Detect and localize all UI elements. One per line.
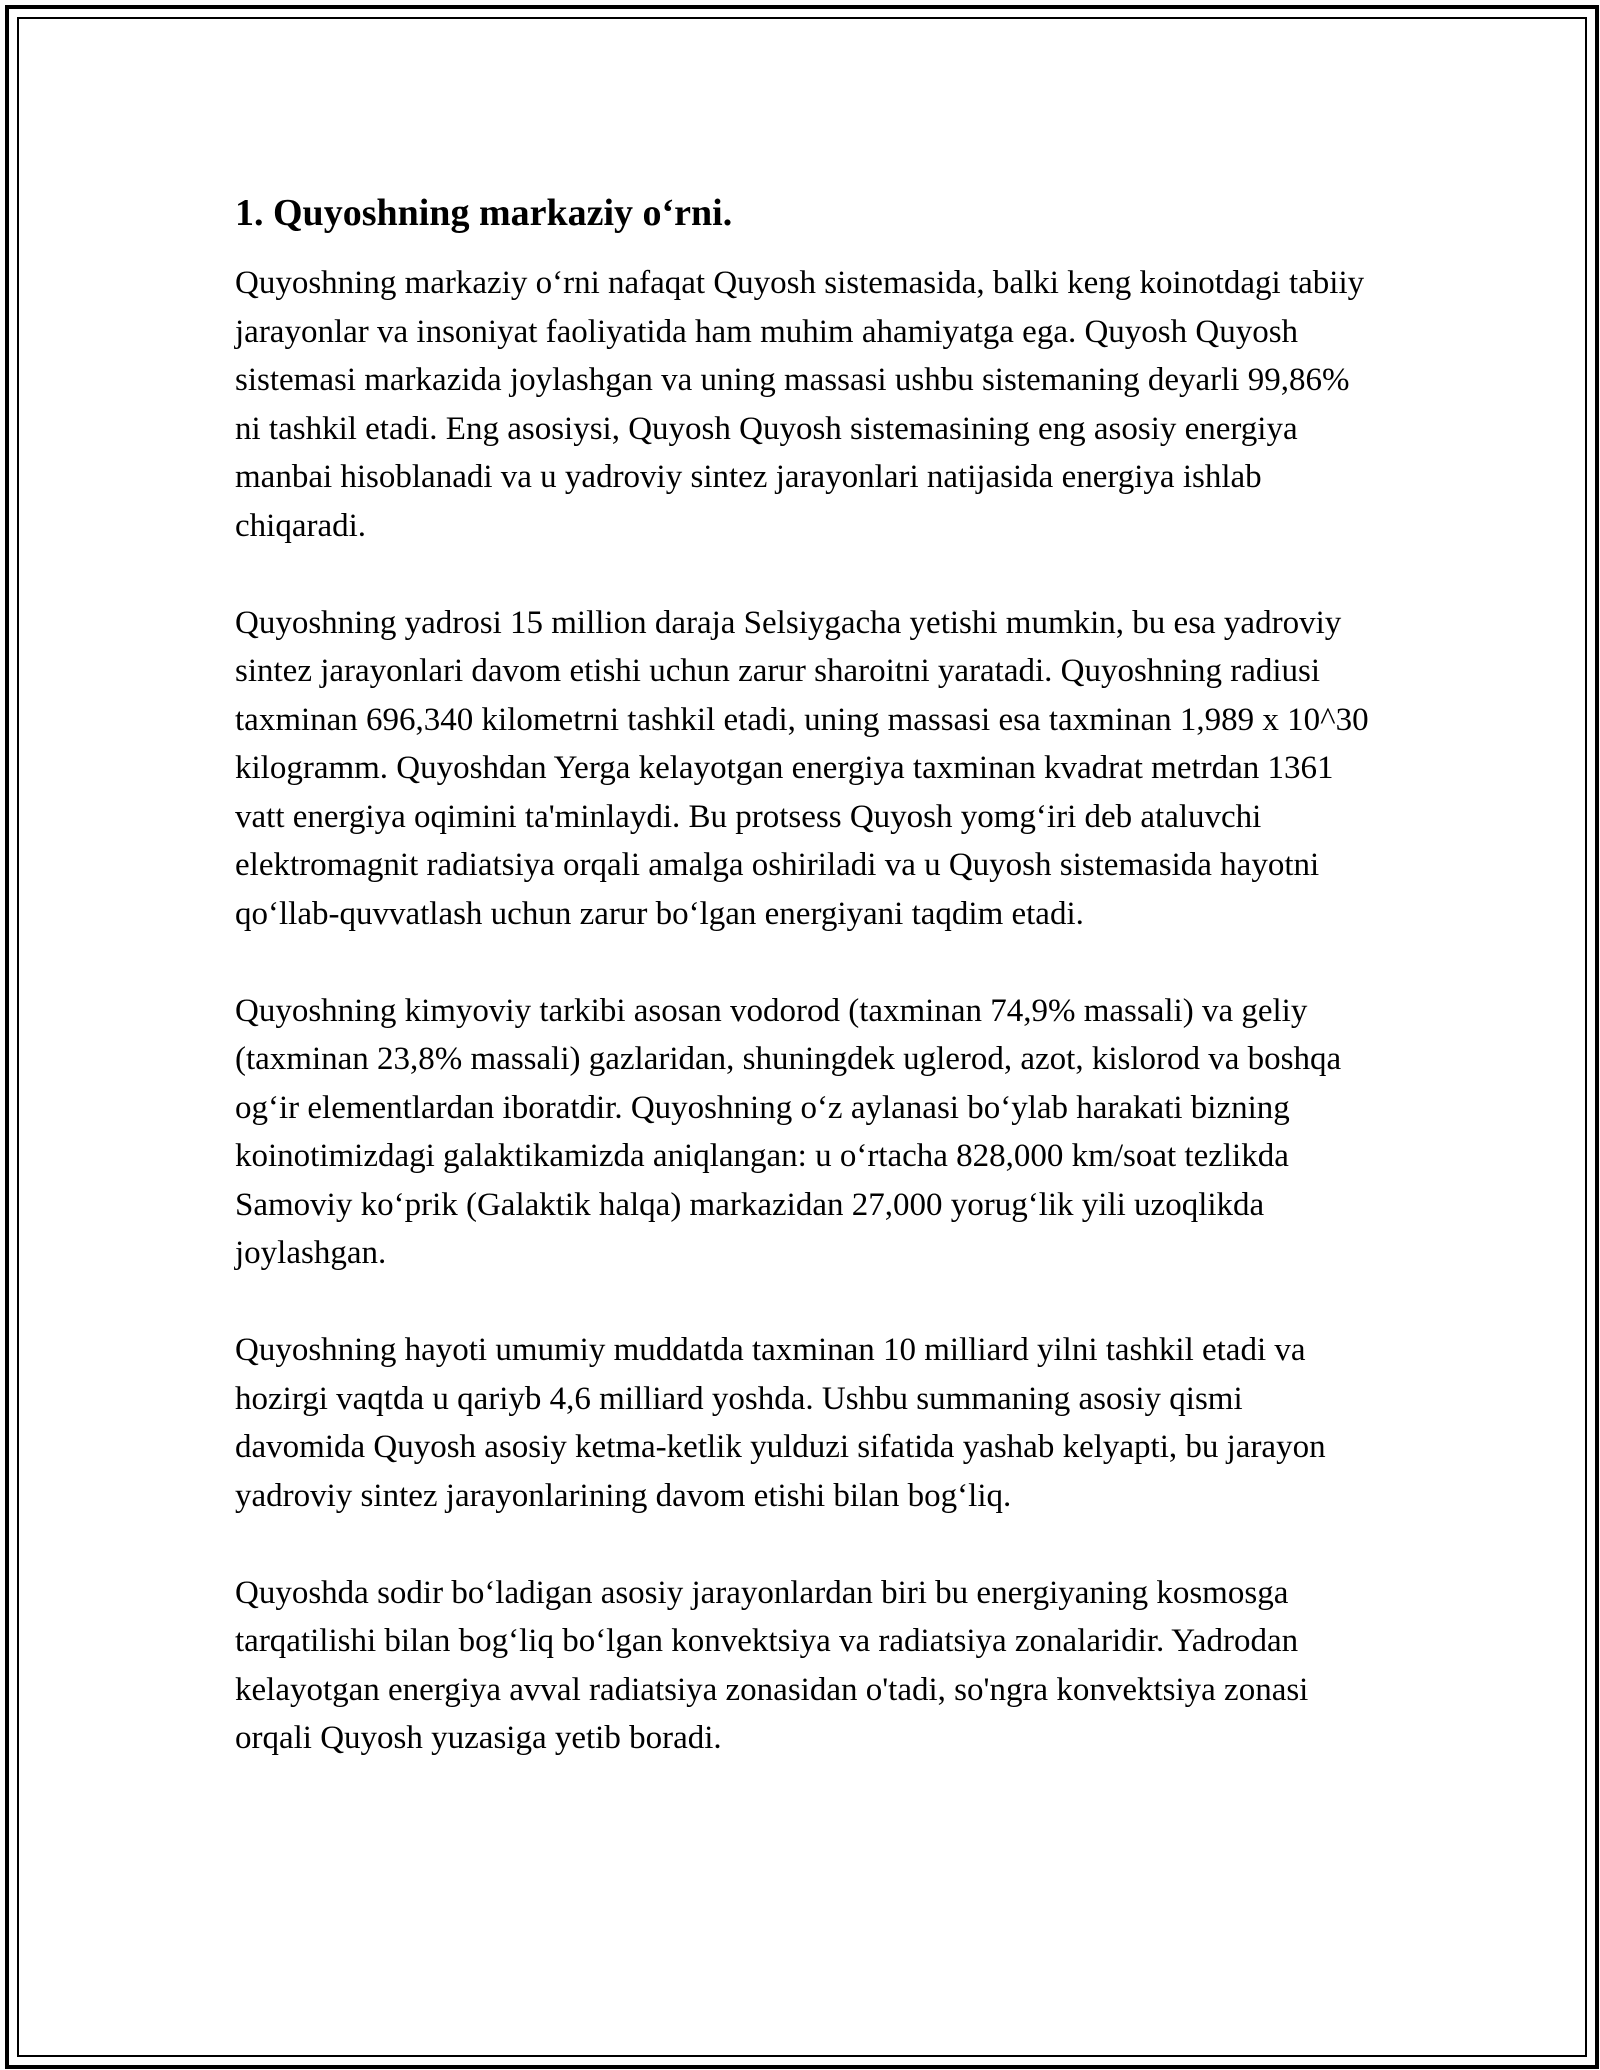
paragraph-4: Quyoshning hayoti umumiy muddatda taxminan 10 milliard yilni tashkil etadi va hozirgi vaqtda u qariyb 4,6 milliard yoshda. Ushbu summaning asosiy qismi davomida Quyosh asosiy ketma-ketlik yulduzi sifatida yashab kelyapti, bu jarayon yadroviy sintez jarayonlarining davom etishi bilan bog‘liq. <box>235 1332 1326 1514</box>
paragraph-3: Quyoshning kimyoviy tarkibi asosan vodorod (taxminan 74,9% massali) va geliy (taxminan 23,8% massali) gazlaridan, shuningdek uglerod, azot, kislorod va boshqa og‘ir elementlardan iboratdir. Quyoshning o‘z aylanasi bo‘ylab harakati bizning koinotimizdagi galaktikamizda aniqlangan: u o‘rtacha 828,000 km/soat tezlikda Samoviy ko‘prik (Galaktik halqa) markazidan 27,000 yorug‘lik yili uzoqlikda joylashgan. <box>235 992 1342 1271</box>
section-heading: 1. Quyoshning markaziy o‘rni. <box>235 192 733 234</box>
paragraph-2: Quyoshning yadrosi 15 million daraja Selsiygacha yetishi mumkin, bu esa yadroviy sintez jarayonlari davom etishi uchun zarur sharoitni yaratadi. Quyoshning radiusi taxminan 696,340 kilometrni tashkil etadi, uning massasi esa taxminan 1,989 x 10^30 kilogramm. Quyoshdan Yerga kelayotgan energiya taxminan kvadrat metrdan 1361 vatt energiya oqimini ta'minlaydi. Bu protsess Quyosh yomg‘iri deb ataluvchi elektromagnit radiatsiya orqali amalga oshiriladi va u Quyosh sistemasida hayotni qo‘llab-quvvatlash uchun zarur bo‘lgan energiyani taqdim etadi. <box>235 604 1369 932</box>
paragraph-5: Quyoshda sodir bo‘ladigan asosiy jarayonlardan biri bu energiyaning kosmosga tarqatilishi bilan bog‘liq bo‘lgan konvektsiya va radiatsiya zonalaridir. Yadrodan kelayotgan energiya avval radiatsiya zonasidan o'tadi, so'ngra konvektsiya zonasi orqali Quyosh yuzasiga yetib boradi. <box>235 1574 1309 1756</box>
document-body <box>235 185 1375 1811</box>
paragraph-1: Quyoshning markaziy o‘rni nafaqat Quyosh sistemasida, balki keng koinotdagi tabiiy jarayonlar va insoniyat faoliyatida ham muhim ahamiyatga ega. Quyosh Quyosh sistemasi markazida joylashgan va uning massasi ushbu sistemaning deyarli 99,86% ni tashkil etadi. Eng asosiysi, Quyosh Quyosh sistemasining eng asosiy energiya manbai hisoblanadi va u yadroviy sintez jarayonlari natijasida energiya ishlab chiqaradi. <box>235 265 1365 544</box>
